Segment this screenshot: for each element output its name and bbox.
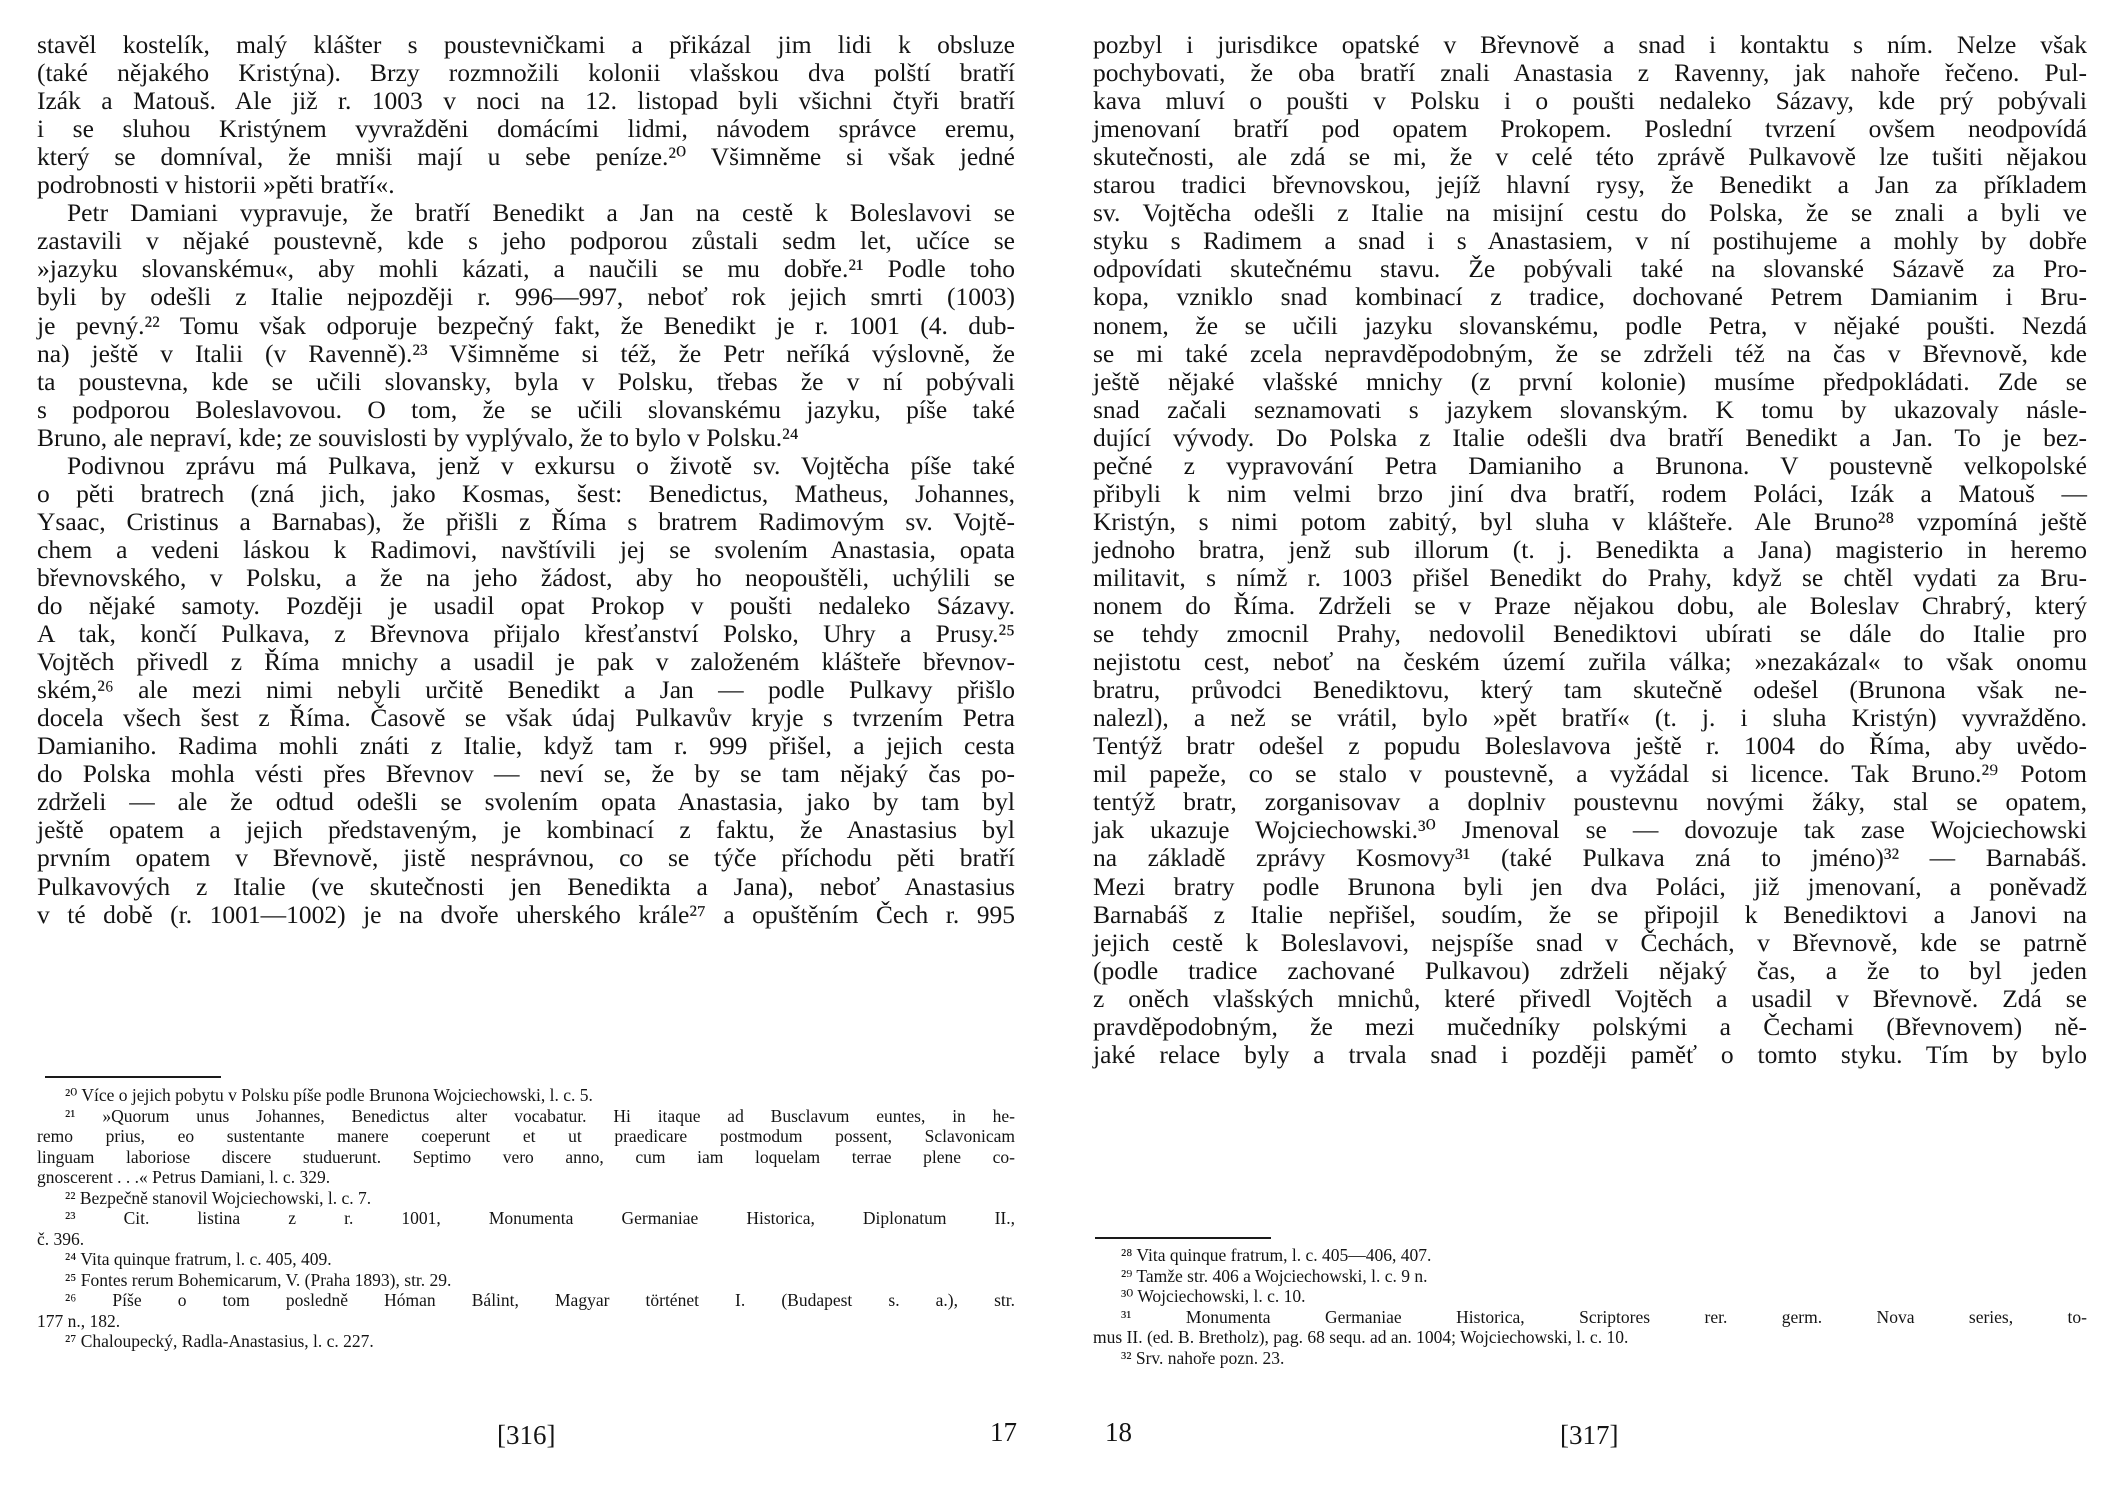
body-text-line: je pevný.²² Tomu však odporuje bezpečný fakt, že Benedikt je r. 1001 (4. dub-: [37, 310, 1015, 340]
body-text-line: na) ještě v Italii (v Ravenně).²³ Všimněme si též, že Petr neříká výslovně, že: [37, 338, 1015, 368]
page-number-left: 17: [990, 1417, 1017, 1447]
footnote-line: ³¹ Monumenta Germaniae Historica, Scriptores rer. germ. Nova series, to-: [1121, 1306, 2087, 1327]
body-text-line: (podle tradice zachované Pulkavou) zdrželi nějaký čas, a že to byl jeden: [1093, 955, 2087, 985]
body-text-line: se mi také zcela nepravděpodobným, že se zdrželi též na čas v Břevnově, kde: [1093, 338, 2087, 368]
footnote-line: ²⁰ Více o jejich pobytu v Polsku píše podle Brunona Wojciechowski, l. c. 5.: [65, 1085, 593, 1105]
body-text-line: bratru, průvodci Benediktovu, který tam skutečně odešel (Brunona však ne-: [1093, 675, 2087, 705]
body-text-line: ta poustevna, kde se učili slovansky, byla v Polsku, třebas že v ní pobývali: [37, 366, 1015, 396]
footnote-line: remo prius, eo sustentante manere coeperunt et ut praedicare postmodum possent, Sclavonicam: [37, 1126, 1015, 1146]
body-text-line: pozbyl i jurisdikce opatské v Břevnově a snad i kontaktu s ním. Nelze však: [1093, 30, 2087, 59]
body-text-line: sv. Vojtěcha odešli z Italie na misijní cestu do Polska, že se znali a byli ve: [1093, 198, 2087, 228]
body-text-line: starou tradici břevnovskou, jejíž hlavní rysy, že Benedikt a Jan za příkladem: [1093, 170, 2087, 200]
body-text-line: jednoho bratra, jenž sub illorum (t. j. Benedikta a Jana) magisterio in heremo: [1093, 534, 2087, 564]
body-text-line: odpovídati skutečnému stavu. Že pobývali také na slovanské Sázavě za Pro-: [1093, 254, 2087, 284]
footnote-divider: [1095, 1237, 1271, 1239]
body-text-line: »jazyku slovanskému«, aby mohli kázati, a naučili se mu dobře.²¹ Podle toho: [37, 254, 1015, 284]
body-text-line: (také nějakého Kristýna). Brzy rozmnožili kolonii vlašskou dva polští bratří: [37, 58, 1015, 88]
body-text-line: nonem do Říma. Zdrželi se v Praze nějakou dobu, ale Boleslav Chrabrý, který: [1093, 591, 2087, 620]
body-text-line: chem a vedeni láskou k Radimovi, navštívili jej se svolením Anastasia, opata: [37, 534, 1015, 564]
body-text-line: militavit, s nímž r. 1003 přišel Benedikt do Prahy, když se chtěl vydati za Bru-: [1093, 562, 2087, 592]
body-text-line: se tehdy zmocnil Prahy, nedovolil Benediktovi ubírati se dále do Italie pro: [1093, 619, 2087, 649]
body-text-line: Ysaac, Cristinus a Barnabas), že přišli z Říma s bratrem Radimovým sv. Vojtě-: [37, 506, 1015, 536]
body-text-line: snad začali seznamovati s jazykem slovanským. K tomu by ukazovaly násle-: [1093, 394, 2087, 424]
body-text-line: dující vývody. Do Polska z Italie odešli dva bratří Benedikt a Jan. To je bez-: [1093, 422, 2087, 452]
body-text-line: pravděpodobným, že mezi mučedníky polskými a Čechami (Břevnovem) ně-: [1093, 1011, 2087, 1041]
body-text-line: do nějaké samoty. Později je usadil opat Prokop v poušti nedaleko Sázavy.: [37, 591, 1015, 620]
body-text-line: jak ukazuje Wojciechowski.³⁰ Jmenoval se — dovozuje tak zase Wojciechowski: [1093, 815, 2087, 845]
body-text-line: na základě zprávy Kosmovy³¹ (také Pulkava zná to jméno)³² — Barnabáš.: [1093, 843, 2087, 873]
body-text-line: pečné z vypravování Petra Damianiho a Brunona. V poustevně velkopolské: [1093, 450, 2087, 480]
body-text-line: do Polska mohla vésti přes Břevnov — neví se, že by se tam nějaký čas po-: [37, 759, 1015, 789]
body-text-line: přibyli k nim velmi brzo jiní dva bratří, rodem Poláci, Izák a Matouš —: [1093, 478, 2087, 508]
body-text-line: i se sluhou Kristýnem vyvražděni domácími lidmi, návodem správce eremu,: [37, 114, 1015, 144]
footnote-line: ²² Bezpečně stanovil Wojciechowski, l. c. 7.: [65, 1187, 372, 1208]
page-number-right: 18: [1105, 1417, 1132, 1447]
body-text-line: A tak, končí Pulkava, z Břevnova přijalo křesťanství Polsko, Uhry a Prusy.²⁵: [37, 619, 1015, 649]
body-text-line: mil papeže, co se stalo v poustevně, a vyžádal si licence. Tak Bruno.²⁹ Potom: [1093, 759, 2087, 789]
footnote-divider: [45, 1076, 221, 1078]
body-text-line: Vojtěch přivedl z Říma mnichy a usadil je pak v založeném klášteře břevnov-: [37, 647, 1015, 677]
page-number-bracketed-right: [317]: [1560, 1420, 1619, 1450]
footnote-line: ³² Srv. nahoře pozn. 23.: [1121, 1347, 1285, 1368]
body-text-line: Pulkavových z Italie (ve skutečnosti jen Benedikta a Jana), neboť Anastasius: [37, 871, 1015, 901]
body-text-line: zdrželi — ale že odtud odešli se svolením opata Anastasia, jako by tam byl: [37, 787, 1015, 817]
body-text-line: o pěti bratrech (zná jich, jako Kosmas, šest: Benedictus, Matheus, Johannes,: [37, 478, 1015, 508]
body-text-line: Barnabáš z Italie nepřišel, soudím, že se připojil k Benediktovi a Janovi na: [1093, 899, 2087, 929]
footnote-line: linguam laboriose discere studuerunt. Septimo vero anno, cum iam loquelam terrae plene co-: [37, 1146, 1015, 1167]
body-text-line: Bruno, ale nepraví, kde; ze souvislosti by vyplývalo, že to bylo v Polsku.²⁴: [37, 422, 799, 452]
body-text-line: Kristýn, s nimi potom zabitý, byl sluha v klášteře. Ale Bruno²⁸ vzpomíná ještě: [1093, 506, 2087, 536]
body-text-line: břevnovského, v Polsku, a že na jeho žádost, aby ho neopouštěli, uchýlili se: [37, 562, 1015, 592]
body-text-line: prvním opatem v Břevnově, jistě nesprávnou, co se týče příchodu pěti bratří: [37, 843, 1015, 873]
body-text-line: stavěl kostelík, malý klášter s poustevničkami a přikázal jim lidi k obsluze: [37, 30, 1015, 59]
body-text-line: který se domníval, že mniši mají u sebe peníze.²⁰ Všimněme si však jedné: [37, 142, 1015, 172]
body-text-line: Tentýž bratr odešel z popudu Boleslavova ještě r. 1004 do Říma, aby uvědo-: [1093, 731, 2087, 761]
body-text-line: jmenovaní bratří pod opatem Prokopem. Poslední tvrzení ovšem neodpovídá: [1093, 114, 2087, 144]
body-text-line: pochybovati, že oba bratří znali Anastasia z Ravenny, jak nahoře řečeno. Pul-: [1093, 58, 2087, 88]
body-text-line: kava mluví o poušti v Polsku i o poušti nedaleko Sázavy, kde prý pobývali: [1093, 86, 2087, 116]
body-text-line: skutečnosti, ale zdá se mi, že v celé této zprávě Pulkavově lze tušiti nějakou: [1093, 142, 2087, 172]
body-text-line: ještě opatem a jejich představeným, je kombinací z faktu, že Anastasius byl: [37, 815, 1015, 845]
footnote-line: ³⁰ Wojciechowski, l. c. 10.: [1121, 1286, 1306, 1306]
body-text-line: byli by odešli z Italie nejpozději r. 996—997, neboť rok jejich smrti (1003): [37, 282, 1015, 312]
footnote-line: mus II. (ed. B. Bretholz), pag. 68 sequ. ad an. 1004; Wojciechowski, l. c. 10.: [1093, 1327, 1629, 1347]
body-text-line: Petr Damiani vypravuje, že bratří Benedikt a Jan na cestě k Boleslavovi se: [67, 198, 1015, 228]
body-text-line: podrobnosti v historii »pěti bratří«.: [37, 170, 395, 200]
page-number-bracketed-left: [316]: [497, 1420, 556, 1450]
body-text-line: jaké relace byly a trvala snad i později paměť o tomto styku. Tím by bylo: [1093, 1039, 2087, 1069]
body-text-line: nonem, že se učili jazyku slovanskému, podle Petra, v nějaké poušti. Nezdá: [1093, 310, 2087, 340]
footnote-line: č. 396.: [37, 1228, 85, 1249]
footnote-line: ²⁸ Vita quinque fratrum, l. c. 405—406, 407.: [1121, 1245, 1432, 1265]
footnote-line: ²⁶ Píše o tom posledně Hóman Bálint, Magyar történet I. (Budapest s. a.), str.: [65, 1290, 1015, 1310]
body-text-line: z oněch vlašských mnichů, které přivedl Vojtěch a usadil v Břevnově. Zdá se: [1093, 983, 2087, 1013]
body-text-line: kopa, vzniklo snad kombinací z tradice, dochované Petrem Damianim i Bru-: [1093, 282, 2087, 312]
body-text-line: Mezi bratry podle Brunona byli jen dva Poláci, již jmenovaní, a poněvadž: [1093, 871, 2087, 901]
footnote-line: ²⁷ Chaloupecký, Radla-Anastasius, l. c. 227.: [65, 1331, 374, 1351]
body-text-line: nalezl), a než se vrátil, bylo »pět bratří« (t. j. i sluha Kristýn) vyvražděno.: [1093, 703, 2087, 733]
footnote-line: ²⁹ Tamže str. 406 a Wojciechowski, l. c. 9 n.: [1121, 1265, 1428, 1286]
footnote-line: ²⁵ Fontes rerum Bohemicarum, V. (Praha 1893), str. 29.: [65, 1269, 452, 1290]
body-text-line: ještě nějaké vlašské mnichy (z první kolonie) musíme předpokládati. Zde se: [1093, 366, 2087, 396]
footnote-line: 177 n., 182.: [37, 1310, 121, 1331]
body-text-line: v té době (r. 1001—1002) je na dvoře uherského krále²⁷ a opuštěním Čech r. 995: [37, 899, 1015, 929]
footnote-line: ²¹ »Quorum unus Johannes, Benedictus alter vocabatur. Hi itaque ad Busclavum euntes, in he-: [65, 1105, 1015, 1126]
body-text-line: Izák a Matouš. Ale již r. 1003 v noci na 12. listopad byli všichni čtyři bratří: [37, 86, 1015, 116]
body-text-line: nejistotu cest, neboť na českém území zuřila válka; »nezakázal« to však onomu: [1093, 647, 2087, 677]
body-text-line: s podporou Boleslavovou. O tom, že se učili slovanskému jazyku, píše také: [37, 394, 1015, 424]
body-text-line: styku s Radimem a snad i s Anastasiem, v ní postihujeme a mohly by dobře: [1093, 226, 2087, 256]
body-text-line: tentýž bratr, zorganisovav a doplniv poustevnu novými žáky, stal se opatem,: [1093, 787, 2087, 817]
body-text-line: Damianiho. Radima mohli znáti z Italie, když tam r. 999 přišel, a jejich cesta: [37, 731, 1015, 761]
body-text-line: zastavili v nějaké poustevně, kde s jeho podporou zůstali sedm let, učíce se: [37, 226, 1015, 256]
footnote-line: ²⁴ Vita quinque fratrum, l. c. 405, 409.: [65, 1249, 332, 1269]
footnote-line: gnoscerent . . .« Petrus Damiani, l. c. 329.: [37, 1167, 331, 1187]
footnote-line: ²³ Cit. listina z r. 1001, Monumenta Germaniae Historica, Diplonatum II.,: [65, 1208, 1015, 1228]
body-text-line: jejich cestě k Boleslavovi, nejspíše snad v Čechách, v Břevnově, kde se patrně: [1093, 927, 2087, 957]
body-text-line: ském,²⁶ ale mezi nimi nebyli určitě Benedikt a Jan — podle Pulkavy přišlo: [37, 675, 1015, 705]
body-text-line: Podivnou zprávu má Pulkava, jenž v exkursu o životě sv. Vojtěcha píše také: [67, 450, 1015, 480]
body-text-line: docela všech šest z Říma. Časově se však údaj Pulkavův kryje s tvrzením Petra: [37, 703, 1015, 733]
